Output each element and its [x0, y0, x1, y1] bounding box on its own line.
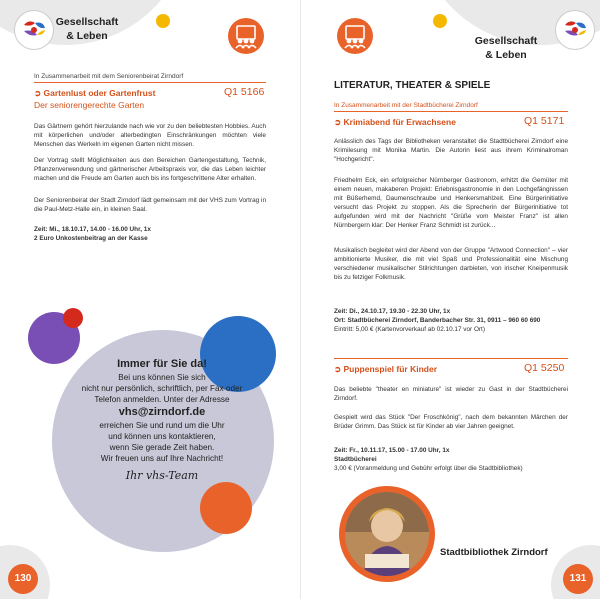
arrow-icon: ➲: [334, 364, 342, 374]
info-line: Wir freuen uns auf Ihre Nachricht!: [100, 454, 224, 463]
category-label: [52, 15, 122, 43]
vhs-logo: [14, 10, 54, 50]
detail-time: Zeit: Fr., 10.11.17, 15.00 - 17.00 Uhr, 1x: [334, 447, 450, 454]
detail-fee: 3,00 € (Voranmeldung und Gebühr erfolgt über die Stadtbibliothek): [334, 465, 523, 472]
section-title: LITERATUR, THEATER & SPIELE: [334, 80, 491, 91]
divider: [334, 358, 568, 359]
right-page: [300, 0, 600, 599]
arrow-icon: ➲: [334, 117, 342, 127]
course-subtitle: Der seniorengerechte Garten: [34, 100, 145, 110]
yellow-dot: [433, 14, 447, 28]
course-details: [334, 446, 574, 473]
yellow-dot: [156, 14, 170, 28]
course-title-text: Krimiabend für Erwachsene: [343, 117, 456, 127]
course-details: [34, 225, 266, 243]
divider: [34, 82, 266, 83]
page-number: 130: [8, 564, 38, 594]
detail-admission: Eintritt: 5,00 € (Kartenvorverkauf ab 02.10.17 vor Ort): [334, 326, 485, 333]
category-label: [471, 34, 541, 62]
vhs-logo: [555, 10, 595, 50]
divider: [334, 111, 568, 112]
course-details: [334, 307, 574, 334]
course-title-text: Gartenlust oder Gartenfrust: [43, 88, 156, 98]
info-line: wenn Sie gerade Zeit haben.: [109, 443, 215, 452]
course-paragraph-1: Das beliebte "theater en miniature" ist wieder zu Gast in der Stadtbücherei Zirndorf.: [334, 386, 568, 402]
course-paragraph-1: Anlässlich des Tags der Bibliotheken veranstaltet die Stadtbücherei Zirndorf eine Krimilesung mit Monika Martin. Die Autorin liest aus ihrem Kriminalroman "Hochgericht".: [334, 138, 568, 163]
partner-note: In Zusammenarbeit mit der Stadtbücherei Zirndorf: [334, 102, 478, 109]
librarian-photo: [345, 492, 429, 576]
info-line: und können uns kontaktieren,: [108, 432, 216, 441]
info-box: [62, 357, 262, 485]
photo-caption: Stadtbibliothek Zirndorf: [440, 547, 548, 558]
arrow-icon: ➲: [34, 88, 42, 98]
course-paragraph-3: Musikalisch begleitet wird der Abend von der Gruppe "Artwood Connection" – vier ambitionierte Musiker, die mit viel Spaß und Professionalität eine Mischung verschiedener musikalischer Stilrichtungen darbieten, von irischer Kneipenmusik bis zu fetziger Folkmusik.: [334, 247, 568, 281]
info-line: erreichen Sie und rund um die Uhr: [99, 421, 225, 430]
course-paragraph-2: Der Vortrag stellt Möglichkeiten aus den Bereichen Gartengestaltung, Technik, Pflanzenverwendung und gärtnerischer Arbeitspraxis vor, die das Leben leichter machen und die Freude am Garten auch bis ins fortgeschrittene Alter erhalten.: [34, 157, 266, 182]
people-group-icon: [228, 18, 264, 54]
info-line: nicht nur persönlich, schriftlich, per Fax oder: [81, 384, 243, 393]
course-title: [34, 88, 155, 99]
detail-location: Ort: Stadtbücherei Zirndorf, Banderbacher Str. 31, 0911 – 960 60 690: [334, 317, 541, 324]
course-paragraph-1: Das Gärtnern gehört hierzulande nach wie vor zu den beliebtesten Hobbies. Auch mit körperlichen und/oder alterbedingten Einschränkungen möchten viele Menschen das Werkeln im eigenen Garten nicht missen.: [34, 123, 266, 148]
category-line-1: Gesellschaft: [55, 16, 119, 28]
detail-location: Stadtbücherei: [334, 456, 377, 463]
team-signature: Ihr vhs-Team: [125, 469, 199, 482]
category-line-2: & Leben: [66, 30, 108, 42]
page-number: 131: [563, 564, 593, 594]
category-line-1: Gesellschaft: [474, 35, 538, 47]
info-line: Telefon anmelden. Unter der Adresse: [94, 395, 230, 404]
course-paragraph-3: Der Seniorenbeirat der Stadt Zirndorf lädt gemeinsam mit der VHS zum Vortrag in die Paul-Metz-Halle ein, in kleinen Saal.: [34, 197, 266, 213]
orange-circle: [200, 482, 252, 534]
detail-fee: 2 Euro Unkostenbeitrag an der Kasse: [34, 235, 148, 242]
partner-note: In Zusammenarbeit mit dem Seniorenbeirat Zirndorf: [34, 73, 184, 80]
course-title: [334, 364, 437, 375]
email-link[interactable]: vhs@zirndorf.de: [118, 406, 206, 418]
course-title: [334, 117, 456, 128]
course-title-text: Puppenspiel für Kinder: [343, 364, 438, 374]
info-line: Bei uns können Sie sich: [118, 373, 206, 382]
detail-time: Zeit: Mi., 18.10.17, 14.00 - 16.00 Uhr, 1x: [34, 226, 151, 233]
detail-time: Zeit: Di., 24.10.17, 19.30 - 22.30 Uhr, 1x: [334, 308, 451, 315]
course-number: Q1 5250: [524, 362, 565, 374]
course-number: Q1 5166: [224, 86, 265, 98]
course-paragraph-2: Friedhelm Eck, ein erfolgreicher Nürnberger Gastronom, erhitzt die Gemüter mit einem neuen, makaberen Projekt: Erlebnisgastronomie in den Lochgefängnissen mit Büßerhemd, Daumenschraube und Henkersmahlzeit. Eine Bürgerinitiative versucht das Projekt zu stoppen. Als die Sprecherin der Bürgerinitiative tot aufgefunden wird mit der Nachricht "Grüße vom Meister Franz" ist allen Nürnbergern klar: Der Henker Franz Schmidt ist zurück...: [334, 177, 568, 229]
course-paragraph-2: Gespielt wird das Stück "Der Froschkönig", nach dem bekannten Märchen der Brüder Grimm. Das Stück ist für Kinder ab vier Jahren geeignet.: [334, 414, 568, 430]
red-dot: [63, 308, 83, 328]
category-line-2: & Leben: [485, 49, 527, 61]
course-number: Q1 5171: [524, 115, 565, 127]
info-box-title: Immer für Sie da!: [117, 358, 207, 370]
people-group-icon: [337, 18, 373, 54]
